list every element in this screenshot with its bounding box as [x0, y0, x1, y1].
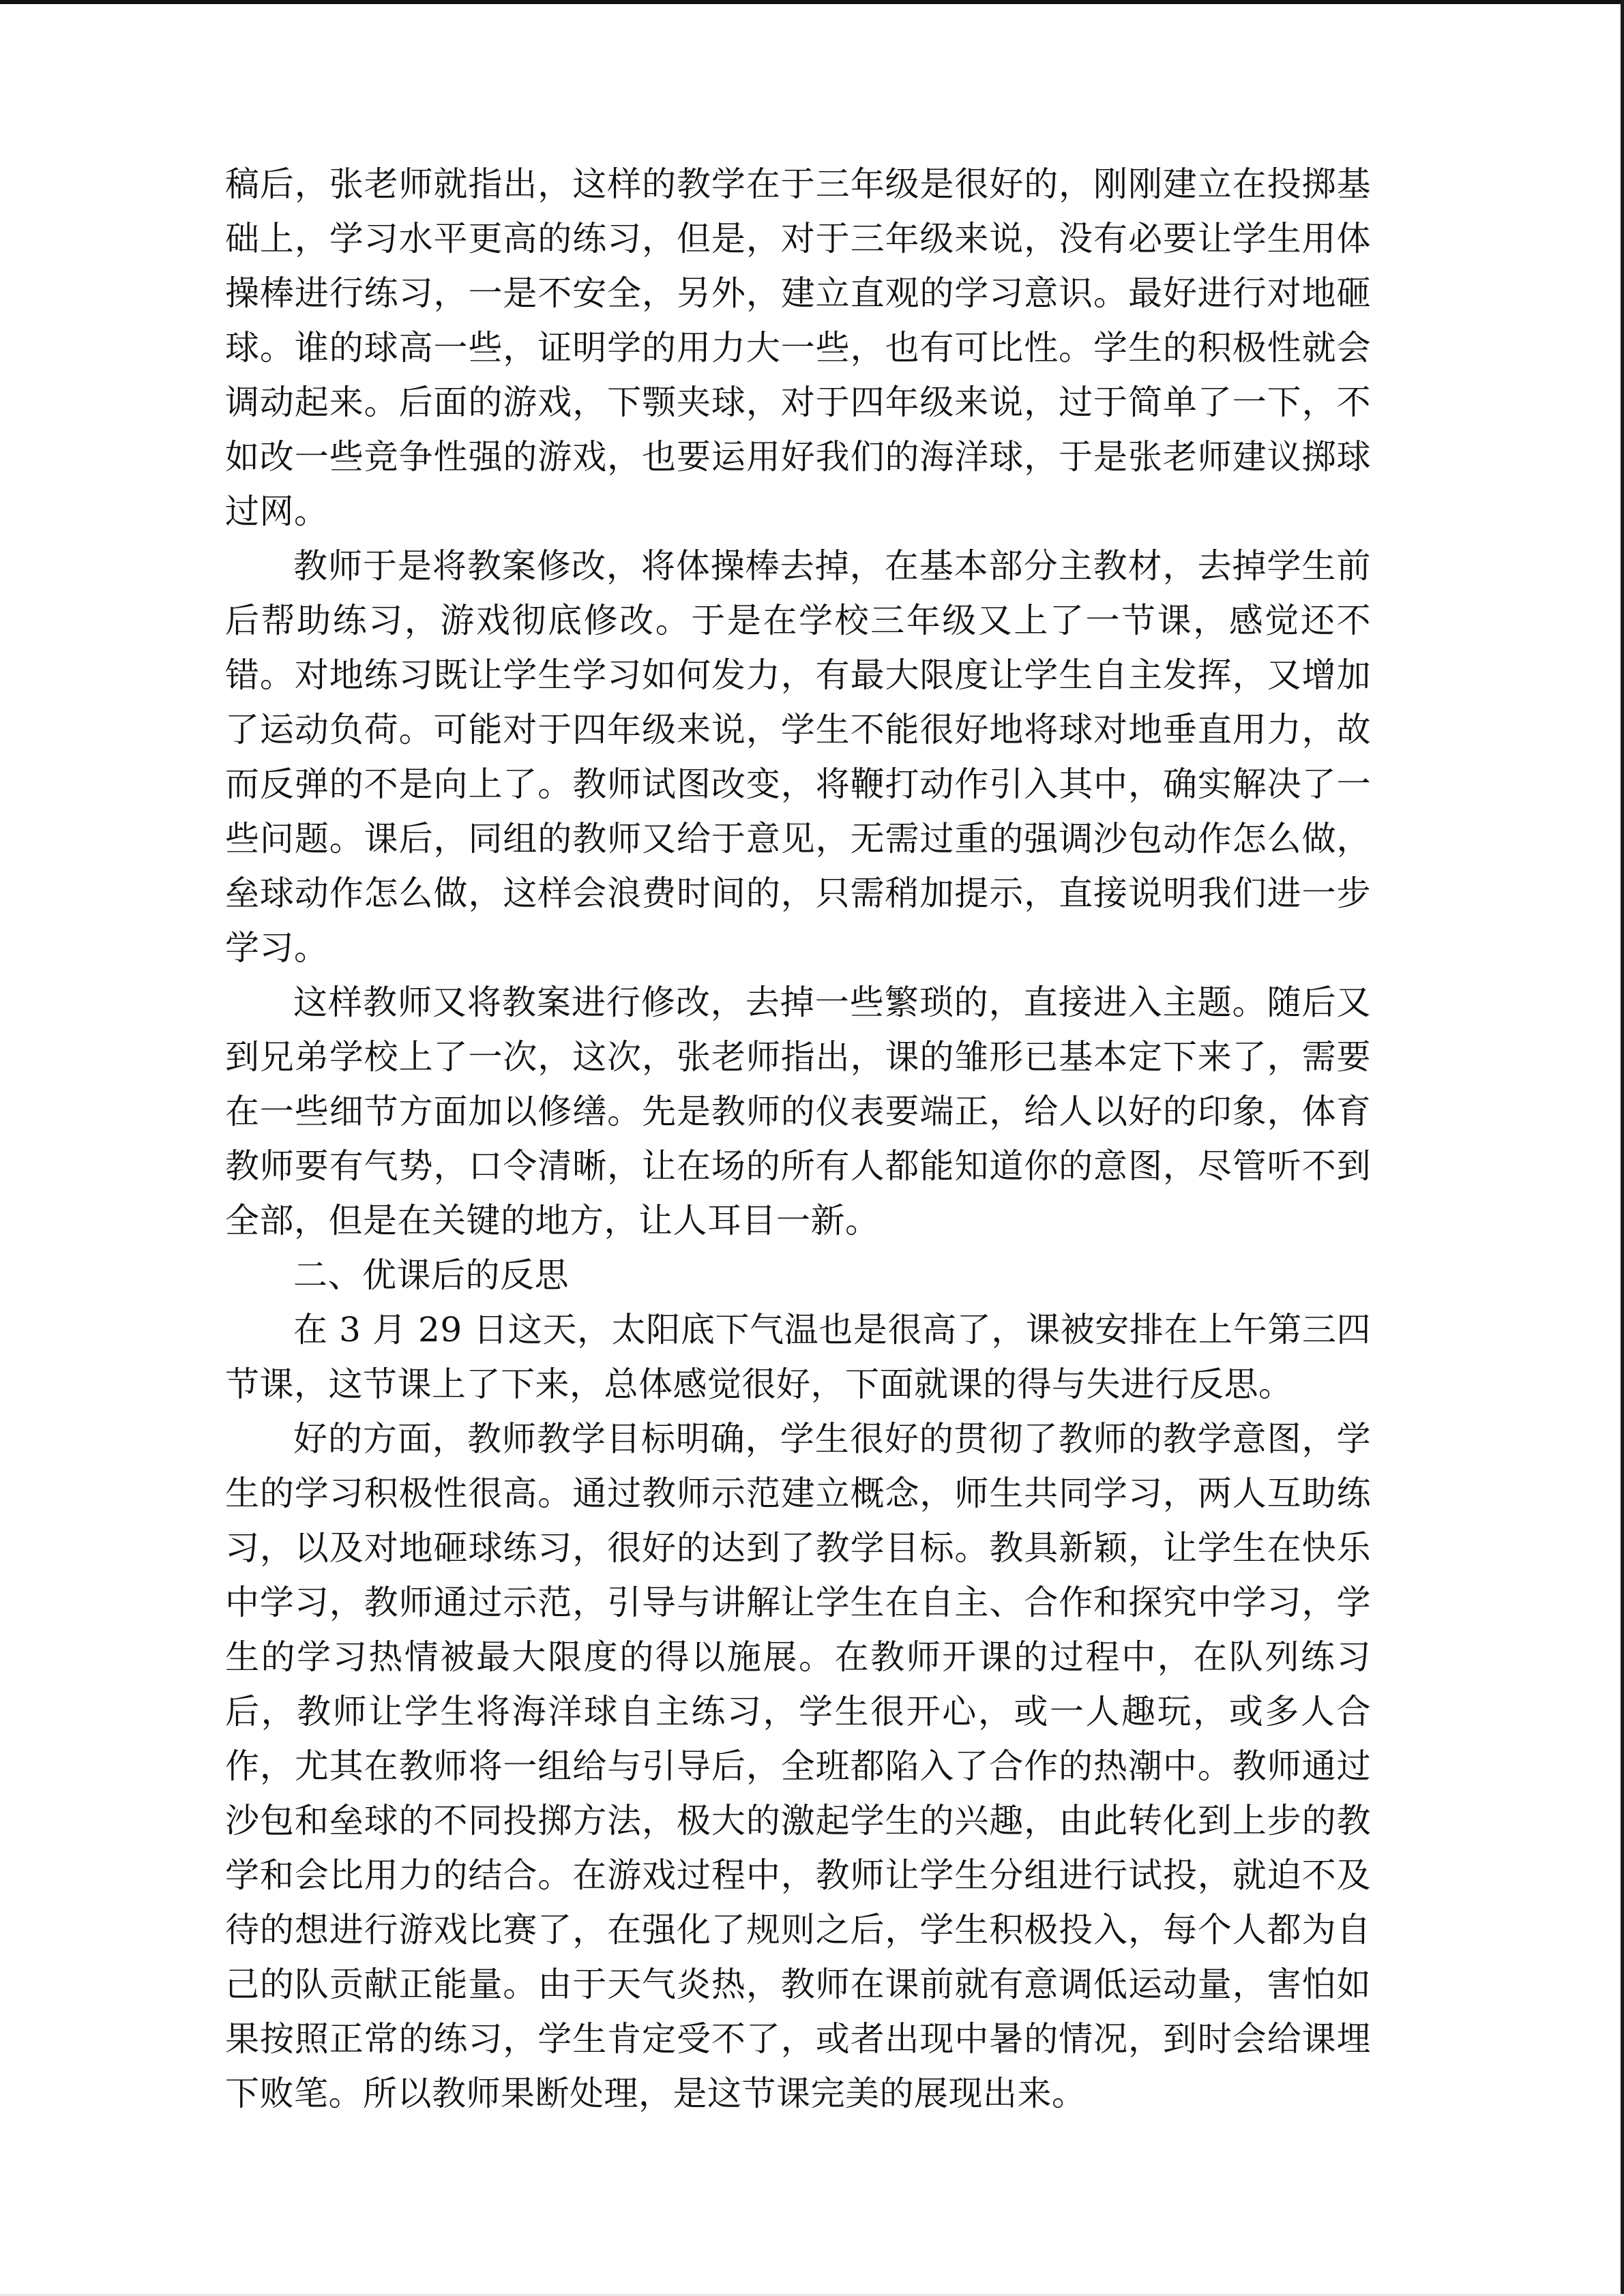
document-body: [225, 157, 1371, 2121]
body-paragraph: 好的方面，教师教学目标明确，学生很好的贯彻了教师的教学意图，学生的学习积极性很高。通过教师示范建立概念，师生共同学习，两人互助练习，以及对地砸球练习，很好的达到了教学目标。教具新颖，让学生在快乐中学习，教师通过示范，引导与讲解让学生在自主、合作和探究中学习，学生的学习热情被最大限度的得以施展。在教师开课的过程中，在队列练习后，教师让学生将海洋球自主练习，学生很开心，或一人趣玩，或多人合作，尤其在教师将一组给与引导后，全班都陷入了合作的热潮中。教师通过沙包和垒球的不同投掷方法，极大的激起学生的兴趣，由此转化到上步的教学和会比用力的结合。在游戏过程中，教师让学生分组进行试投，就迫不及待的想进行游戏比赛了，在强化了规则之后，学生积极投入，每个人都为自己的队贡献正能量。由于天气炎热，教师在课前就有意调低运动量，害怕如果按照正常的练习，学生肯定受不了，或者出现中暑的情况，到时会给课埋下败笔。所以教师果断处理，是这节课完美的展现出来。: [225, 1419, 1371, 2113]
scan-edge-top: [0, 0, 1624, 4]
section-heading: 二、优课后的反思: [293, 1255, 569, 1295]
scan-edge-right: [1621, 0, 1624, 2296]
body-paragraph: 在 3 月 29 日这天，太阳底下气温也是很高了，课被安排在上午第三四节课，这节课上了下来，总体感觉很好，下面就课的得与失进行反思。: [225, 1310, 1371, 1404]
body-paragraph: 稿后，张老师就指出，这样的教学在于三年级是很好的，刚刚建立在投掷基础上，学习水平更高的练习，但是，对于三年级来说，没有必要让学生用体操棒进行练习，一是不安全，另外，建立直观的学习意识。最好进行对地砸球。谁的球高一些，证明学的用力大一些，也有可比性。学生的积极性就会调动起来。后面的游戏，下颚夹球，对于四年级来说，过于简单了一下，不如改一些竞争性强的游戏，也要运用好我们的海洋球，于是张老师建议掷球过网。: [225, 164, 1371, 531]
body-paragraph: 这样教师又将教案进行修改，去掉一些繁琐的，直接进入主题。随后又到兄弟学校上了一次，这次，张老师指出，课的雏形已基本定下来了，需要在一些细节方面加以修缮。先是教师的仪表要端正，给人以好的印象，体育教师要有气势，口令清晰，让在场的所有人都能知道你的意图，尽管听不到全部，但是在关键的地方，让人耳目一新。: [225, 983, 1371, 1240]
body-paragraph: 教师于是将教案修改，将体操棒去掉，在基本部分主教材，去掉学生前后帮助练习，游戏彻底修改。于是在学校三年级又上了一节课，感觉还不错。对地练习既让学生学习如何发力，有最大限度让学生自主发挥，又增加了运动负荷。可能对于四年级来说，学生不能很好地将球对地垂直用力，故而反弹的不是向上了。教师试图改变，将鞭打动作引入其中，确实解决了一些问题。课后，同组的教师又给于意见，无需过重的强调沙包动作怎么做，垒球动作怎么做，这样会浪费时间的，只需稍加提示，直接说明我们进一步学习。: [225, 546, 1371, 968]
